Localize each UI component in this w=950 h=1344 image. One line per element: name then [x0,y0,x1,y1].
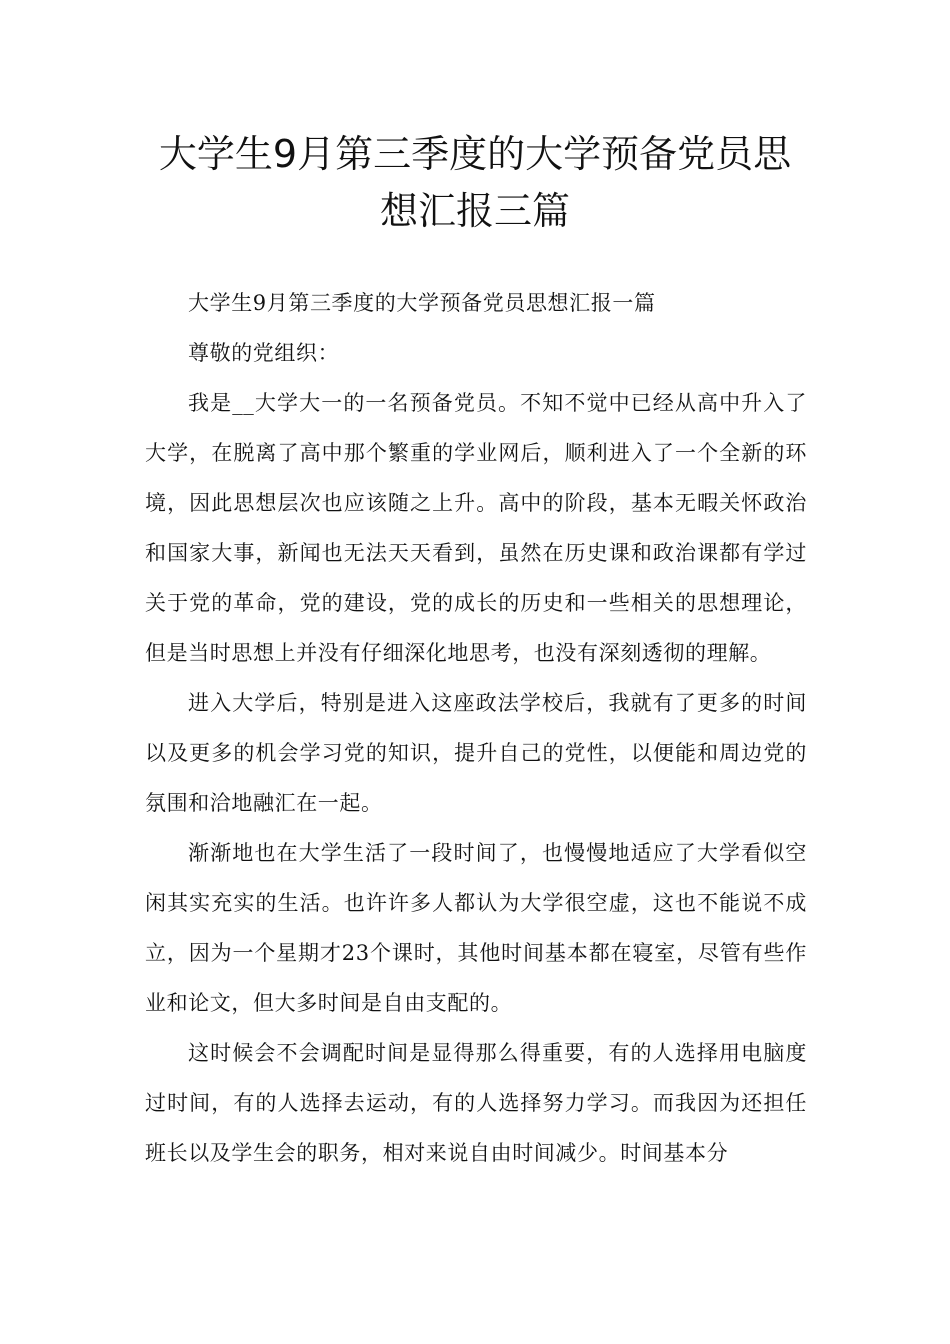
document-body [145,278,807,1178]
body-paragraph: 这时候会不会调配时间是显得那么得重要，有的人选择用电脑度过时间，有的人选择去运动，有的人选择努力学习。而我因为还担任班长以及学生会的职务，相对来说自由时间减少。时间基本分 [145,1041,807,1165]
body-paragraph: 渐渐地也在大学生活了一段时间了，也慢慢地适应了大学看似空闲其实充实的生活。也许许多人都认为大学很空虚，这也不能说不成立，因为一个星期才23个课时，其他时间基本都在寝室，尽管有些作业和论文，但大多时间是自由支配的。 [145,841,807,1015]
body-paragraph: 我是__大学大一的一名预备党员。不知不觉中已经从高中升入了大学，在脱离了高中那个繁重的学业网后，顺利进入了一个全新的环境，因此思想层次也应该随之上升。高中的阶段，基本无暇关怀政治和国家大事，新闻也无法天天看到，虽然在历史课和政治课都有学过关于党的革命，党的建设，党的成长的历史和一些相关的思想理论，但是当时思想上并没有仔细深化地思考，也没有深刻透彻的理解。 [145,391,807,665]
document-title: 大学生9月第三季度的大学预备党员思想汇报三篇 [158,132,792,233]
section-heading: 大学生9月第三季度的大学预备党员思想汇报一篇 [188,291,656,315]
salutation: 尊敬的党组织： [188,341,340,365]
body-paragraph: 进入大学后，特别是进入这座政法学校后，我就有了更多的时间以及更多的机会学习党的知识，提升自己的党性，以便能和周边党的氛围和洽地融汇在一起。 [145,691,807,815]
